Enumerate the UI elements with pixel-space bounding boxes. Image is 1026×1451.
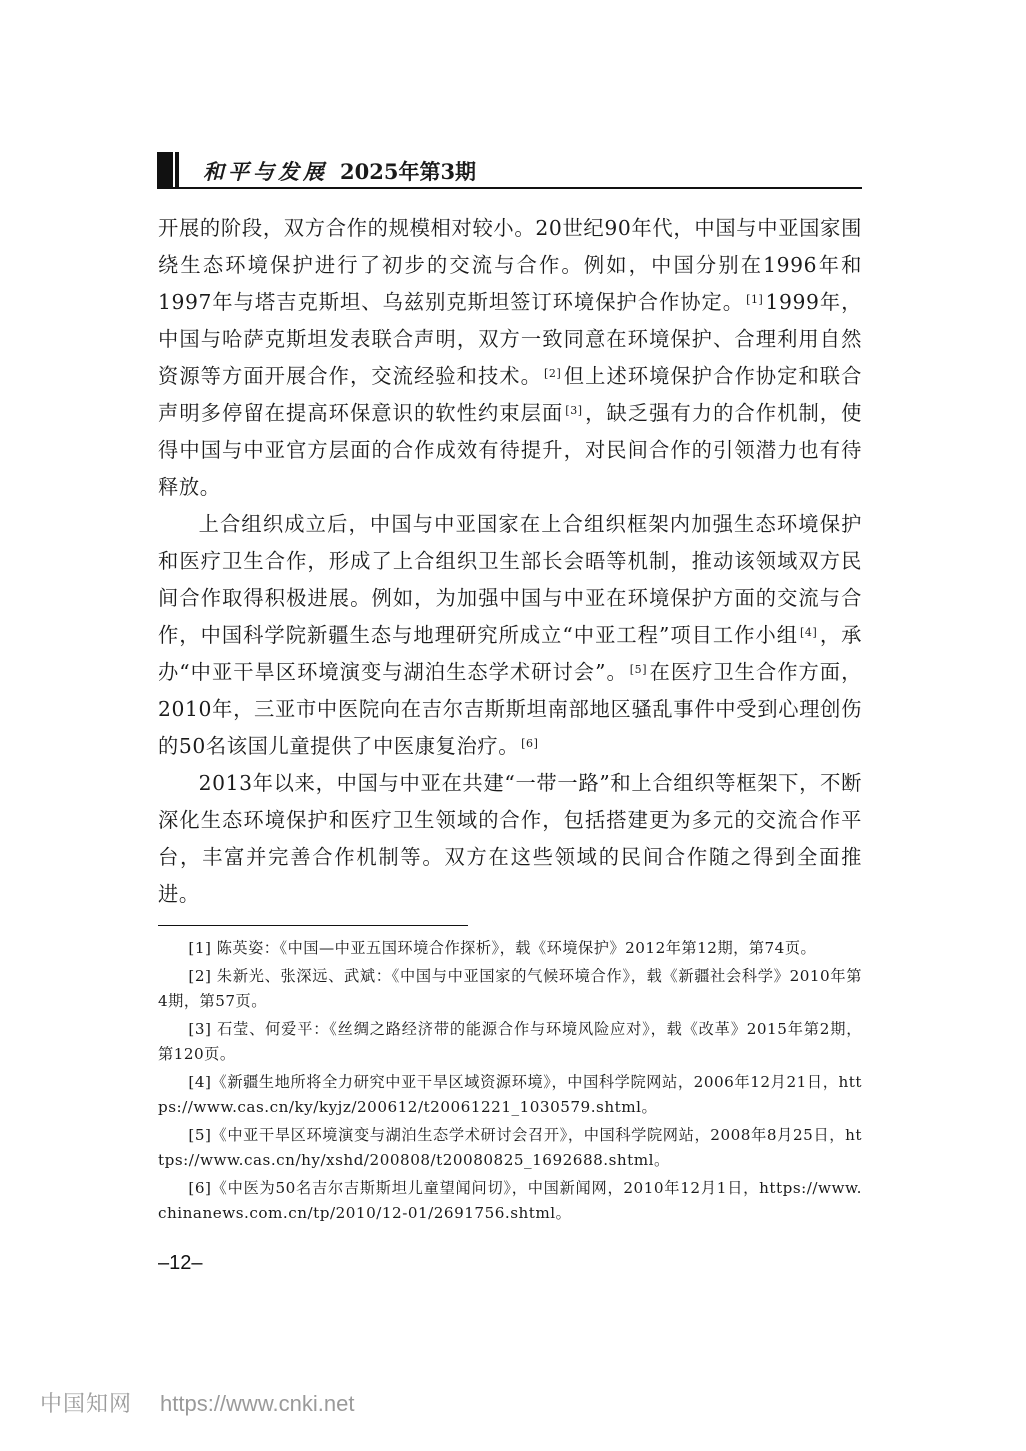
journal-issue: 2025年第3期 [340, 159, 477, 184]
journal-title: 和平与发展 [203, 159, 328, 184]
watermark-name: 中国知网 [40, 1392, 133, 1417]
paragraph-2: 上合组织成立后，中国与中亚国家在上合组织框架内加强生态环境保护和医疗卫生合作，形成了上合组织卫生部长会晤等机制，推动该领域双方民间合作取得积极进展。例如，为加强中国与中亚在环境保护方面的交流与合作，中国科学院新疆生态与地理研究所成立“中亚工程”项目工作小组 [4]，承办“中亚干旱区环境演变与湖泊生态学术研讨会”。 [5]在医疗卫生合作方面，2010年，三亚市中医院向在吉尔吉斯斯坦南部地区骚乱事件中受到心理创伤的50名该国儿童提供了中医康复治疗。 [6] [158, 512, 862, 758]
footnote-rule [158, 925, 468, 926]
footnote-6: [6]《中医为50名吉尔吉斯斯坦儿童望闻问切》，中国新闻网，2010年12月1日，https://www.chinanews.com.cn/tp/2010/12-01/2691756.shtml。 [158, 1179, 862, 1222]
footnote-ref-5[interactable]: [5] [629, 663, 648, 676]
page-number: –12– [158, 1252, 203, 1274]
footnote-ref-2[interactable]: [2] [543, 367, 562, 380]
footnote-3: [3] 石莹、何爱平：《丝绸之路经济带的能源合作与环境风险应对》，载《改革》2015年第2期，第120页。 [158, 1020, 862, 1063]
header-bar-decoration-thin [175, 152, 179, 188]
footnotes [158, 936, 862, 1229]
footnote-4: [4]《新疆生地所将全力研究中亚干旱区域资源环境》，中国科学院网站，2006年12月21日，https://www.cas.cn/ky/kyjz/200612/t20061221_1030579.shtml。 [158, 1073, 862, 1116]
footnote-1: [1] 陈英姿：《中国—中亚五国环境合作探析》，载《环境保护》2012年第12期，第74页。 [188, 939, 817, 957]
paragraph-1: 开展的阶段，双方合作的规模相对较小。20世纪90年代，中国与中亚国家围绕生态环境保护进行了初步的交流与合作。例如，中国分别在1996年和1997年与塔吉克斯坦、乌兹别克斯坦签订环境保护合作协定。 [1]1999年，中国与哈萨克斯坦发表联合声明，双方一致同意在环境保护、合理利用自然资源等方面开展合作，交流经验和技术。 [2]但上述环境保护合作协定和联合声明多停留在提高环保意识的软性约束层面 [3]，缺乏强有力的合作机制，使得中国与中亚官方层面的合作成效有待提升，对民间合作的引领潜力也有待释放。 [158, 216, 863, 499]
paragraph-3: 2013年以来，中国与中亚在共建“一带一路”和上合组织等框架下，不断深化生态环境保护和医疗卫生领域的合作，包括搭建更为多元的交流合作平台，丰富并完善合作机制等。双方在这些领域的民间合作随之得到全面推进。 [158, 771, 862, 906]
footnote-ref-3[interactable]: [3] [565, 404, 583, 417]
header-rule [157, 187, 862, 189]
footnote-2: [2] 朱新光、张深远、武斌：《中国与中亚国家的气候环境合作》，载《新疆社会科学》2010年第4期，第57页。 [158, 967, 862, 1010]
footnote-ref-6[interactable]: [6] [521, 737, 539, 750]
footnote-5: [5]《中亚干旱区环境演变与湖泊生态学术研讨会召开》，中国科学院网站，2008年8月25日，https://www.cas.cn/hy/xshd/200808/t20080825_1692688.shtml。 [158, 1126, 862, 1169]
cnki-watermark [40, 1387, 354, 1418]
main-text [158, 210, 862, 913]
running-header [157, 150, 862, 188]
header-bar-decoration [157, 152, 173, 188]
watermark-url: https://www.cnki.net [160, 1391, 355, 1416]
footnote-ref-1[interactable]: [1] [746, 293, 764, 306]
footnote-ref-4[interactable]: [4] [800, 626, 818, 639]
